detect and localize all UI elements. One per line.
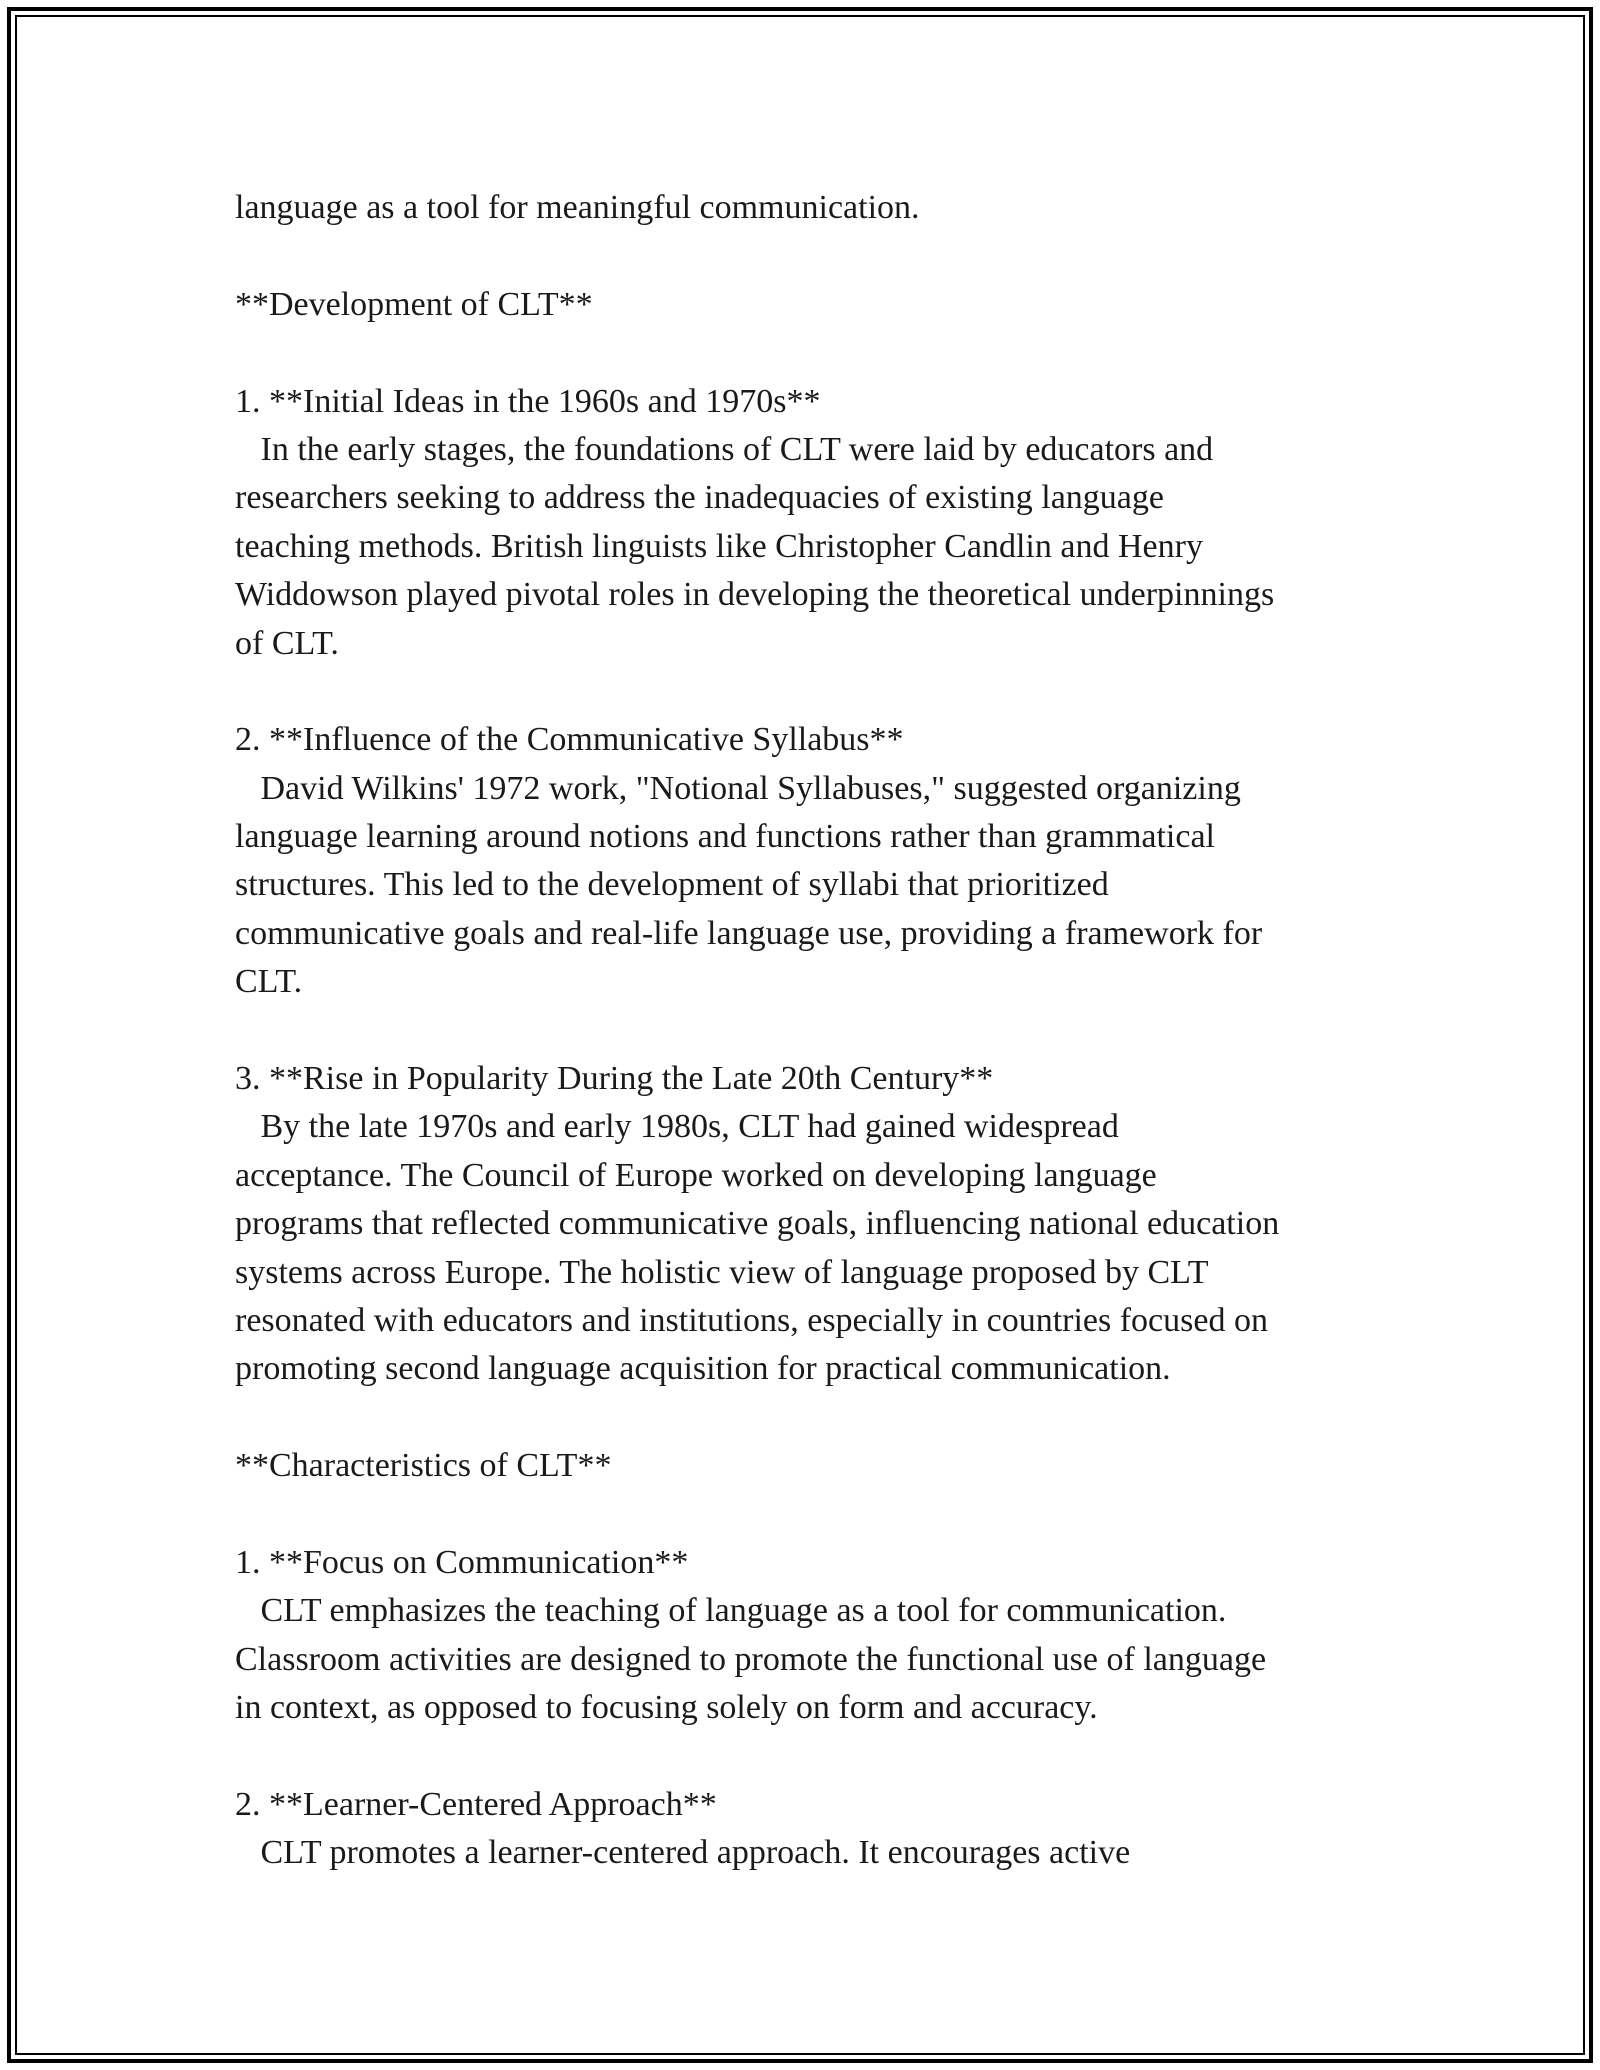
blank-line <box>235 1394 1375 1442</box>
text-line: Widdowson played pivotal roles in developing the theoretical underpinnings <box>235 576 1275 614</box>
list-item-heading: 2. **Influence of the Communicative Syllabus** <box>235 721 904 759</box>
blank-line <box>235 1491 1375 1539</box>
blank-line <box>235 668 1375 716</box>
text-line: CLT emphasizes the teaching of language as a tool for communication. <box>235 1592 1227 1630</box>
blank-line <box>235 329 1375 377</box>
list-item-heading: 1. **Initial Ideas in the 1960s and 1970s** <box>235 382 821 420</box>
text-line: resonated with educators and institutions, especially in countries focused on <box>235 1301 1268 1339</box>
list-item-heading: 1. **Focus on Communication** <box>235 1543 689 1581</box>
text-line: CLT promotes a learner-centered approach. It encourages active <box>235 1834 1131 1872</box>
text-line: systems across Europe. The holistic view of language proposed by CLT <box>235 1253 1209 1291</box>
text-line: language learning around notions and functions rather than grammatical <box>235 818 1216 856</box>
blank-line <box>235 232 1375 280</box>
list-item-heading: 3. **Rise in Popularity During the Late 20th Century** <box>235 1060 994 1098</box>
text-line: in context, as opposed to focusing solely on form and accuracy. <box>235 1689 1098 1727</box>
text-line: By the late 1970s and early 1980s, CLT had gained widespread <box>235 1108 1119 1146</box>
blank-line <box>235 1007 1375 1055</box>
text-line: promoting second language acquisition for practical communication. <box>235 1350 1171 1388</box>
text-line: structures. This led to the development of syllabi that prioritized <box>235 866 1109 904</box>
document-body <box>235 184 1375 1878</box>
text-line: David Wilkins' 1972 work, "Notional Syllabuses," suggested organizing <box>235 769 1241 807</box>
list-item-heading: 2. **Learner-Centered Approach** <box>235 1785 717 1823</box>
blank-line <box>235 1733 1375 1781</box>
text-line: acceptance. The Council of Europe worked on developing language <box>235 1156 1157 1194</box>
text-line: Classroom activities are designed to promote the functional use of language <box>235 1640 1267 1678</box>
text-line: CLT. <box>235 963 303 1001</box>
text-line: communicative goals and real-life language use, providing a framework for <box>235 914 1263 952</box>
text-line: In the early stages, the foundations of CLT were laid by educators and <box>235 430 1214 468</box>
text-line: language as a tool for meaningful communication. <box>235 189 920 226</box>
text-line: programs that reflected communicative goals, influencing national education <box>235 1205 1280 1243</box>
section-heading: **Development of CLT** <box>235 285 593 323</box>
text-line: teaching methods. British linguists like Christopher Candlin and Henry <box>235 527 1203 565</box>
section-heading: **Characteristics of CLT** <box>235 1447 612 1485</box>
text-line: of CLT. <box>235 624 339 662</box>
text-line: researchers seeking to address the inadequacies of existing language <box>235 479 1164 517</box>
